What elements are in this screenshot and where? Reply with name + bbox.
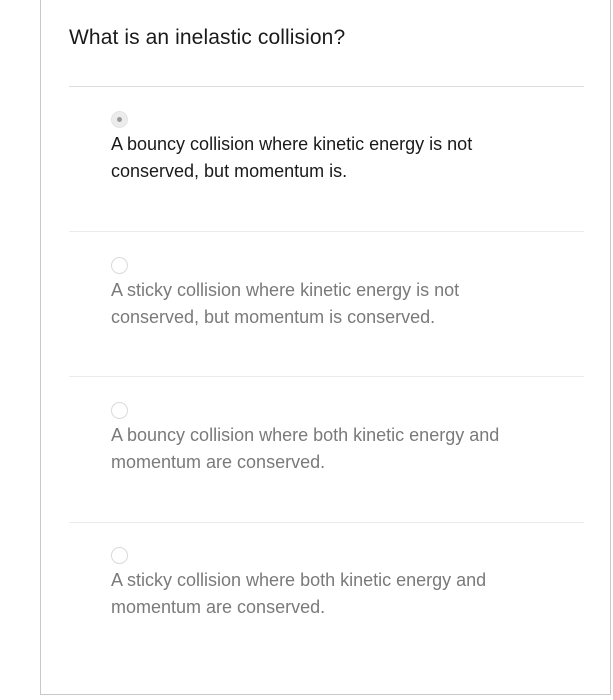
answer-option-1[interactable] [69,87,584,232]
radio-button[interactable] [111,257,128,274]
question-card [40,0,611,695]
answer-option-label: A bouncy collision where kinetic energy is not conserved, but momentum is. [111,134,473,181]
question-text: What is an inelastic collision? [69,26,346,49]
radio-button[interactable] [111,547,128,564]
answer-option-label: A sticky collision where kinetic energy is not conserved, but momentum is conserved. [111,280,460,327]
answer-option-2[interactable] [69,232,584,377]
answer-option-label: A bouncy collision where both kinetic energy and momentum are conserved. [111,425,500,472]
answer-option-label: A sticky collision where both kinetic energy and momentum are conserved. [111,570,487,617]
option-divider [69,376,584,377]
answer-option-3[interactable] [69,378,584,523]
radio-button[interactable] [111,402,128,419]
radio-button-selected[interactable] [111,111,128,128]
answer-option-4[interactable] [69,523,584,668]
